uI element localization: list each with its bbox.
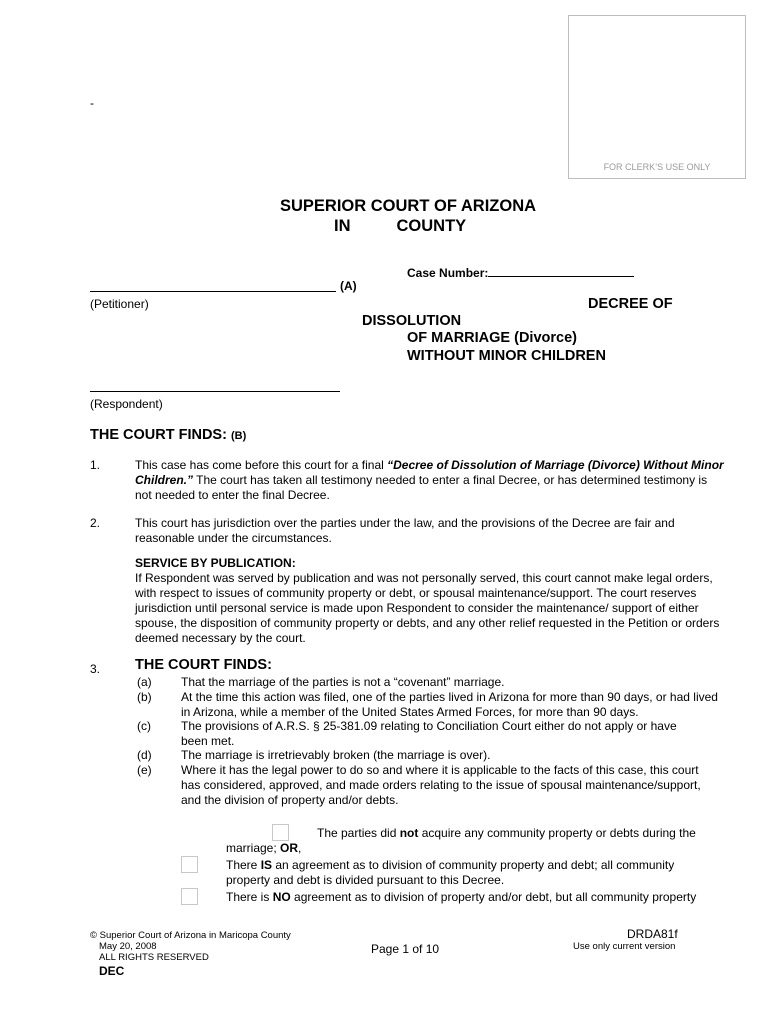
clerk-use-box (568, 15, 746, 179)
paragraph-3-number: 3. (90, 662, 101, 676)
decree-title-line-4: WITHOUT MINOR CHILDREN (407, 348, 606, 364)
decree-title-line-2: DISSOLUTION (362, 313, 462, 329)
option-no-community-property: The parties did not acquire any community property or debts during the (317, 826, 696, 840)
item-text: At the time this action was filed, one of the parties lived in Arizona for more than 90 days, or had lived in Arizona, while a member of the United States Armed Forces, for more than 90 days. (181, 690, 718, 719)
paragraph-1-number: 1. (90, 458, 101, 472)
paragraph-2: This court has jurisdiction over the parties under the law, and the provisions of the Decree are fair and reasonable under the circumstances. (135, 516, 675, 545)
footer-date: May 20, 2008 (99, 941, 157, 952)
version-note: Use only current version (573, 941, 676, 952)
petitioner-marker: (A) (340, 279, 357, 293)
item-text: Where it has the legal power to do so and where it is applicable to the facts of this case, this court has considered, approved, and made orders relating to the issue of spousal maintenance/support, and the division of property and/or debts. (181, 763, 701, 807)
decree-title-line-3: OF MARRIAGE (Divorce) (407, 330, 577, 346)
paragraph-1: This case has come before this court for a final “Decree of Dissolution of Marriage (Divorce) Without Minor Children.” The court has taken all testimony needed to enter a final Decree, or has determined testimony is not needed to enter the final Decree. (135, 458, 724, 502)
option-no-agreement: There is NO agreement as to division of property and/or debt, but all community property (226, 890, 697, 904)
case-number-line[interactable] (488, 265, 634, 277)
item-label: (a) (137, 675, 152, 689)
case-number-label: Case Number: (407, 266, 489, 280)
footer-copyright: © Superior Court of Arizona in Maricopa County (90, 930, 291, 941)
footer-code: DEC (99, 964, 125, 978)
court-finds-heading: THE COURT FINDS: (B) (90, 427, 247, 443)
top-mark: - (90, 96, 94, 110)
item-text: The marriage is irretrievably broken (the marriage is over). (181, 748, 491, 762)
item-label: (d) (137, 748, 152, 762)
service-text: If Respondent was served by publication and was not personally served, this court cannot make legal orders, with respect to issues of community property or debt, or spousal maintenance/support. The court reserves jurisdiction until personal service is made upon Respondent to consider the maintenance/ support of either spouse, the disposition of community property or debts, and any other relief requested in the Petition or orders deemed necessary by the court. (135, 571, 720, 645)
respondent-name-line[interactable] (90, 381, 340, 392)
petitioner-name-line[interactable] (90, 281, 336, 292)
case-number-field[interactable] (407, 265, 634, 280)
form-id: DRDA81f (627, 927, 678, 941)
item-label: (e) (137, 763, 152, 777)
option-agreement: There IS an agreement as to division of community property and debt; all community property and debt is divided pursuant to this Decree. (226, 858, 675, 887)
no-community-property-checkbox[interactable] (272, 824, 289, 841)
clerk-use-label: FOR CLERK’S USE ONLY (603, 162, 711, 172)
court-county-line (334, 217, 466, 236)
footer-rights: ALL RIGHTS RESERVED (99, 952, 209, 963)
respondent-label: (Respondent) (90, 397, 163, 411)
court-title: SUPERIOR COURT OF ARIZONA (279, 197, 537, 215)
no-agreement-checkbox[interactable] (181, 888, 198, 905)
court-finds-marker: (B) (230, 430, 247, 442)
court-in-label: IN (334, 217, 351, 235)
court-county-label: COUNTY (396, 217, 467, 235)
option-no-community-property-cont: marriage; OR, (226, 841, 302, 855)
item-label: (c) (137, 719, 151, 733)
item-label: (b) (137, 690, 152, 704)
decree-title-line-1: DECREE OF (588, 296, 673, 312)
service-heading: SERVICE BY PUBLICATION: (135, 556, 296, 570)
paragraph-2-number: 2. (90, 516, 101, 530)
paragraph-3-heading: THE COURT FINDS: (135, 657, 272, 673)
item-text: The provisions of A.R.S. § 25-381.09 relating to Conciliation Court either do not apply or have been met. (181, 719, 677, 748)
agreement-checkbox[interactable] (181, 856, 198, 873)
petitioner-label: (Petitioner) (90, 297, 149, 311)
page-number: Page 1 of 10 (371, 942, 440, 956)
item-text: That the marriage of the parties is not a “covenant” marriage. (181, 675, 505, 689)
